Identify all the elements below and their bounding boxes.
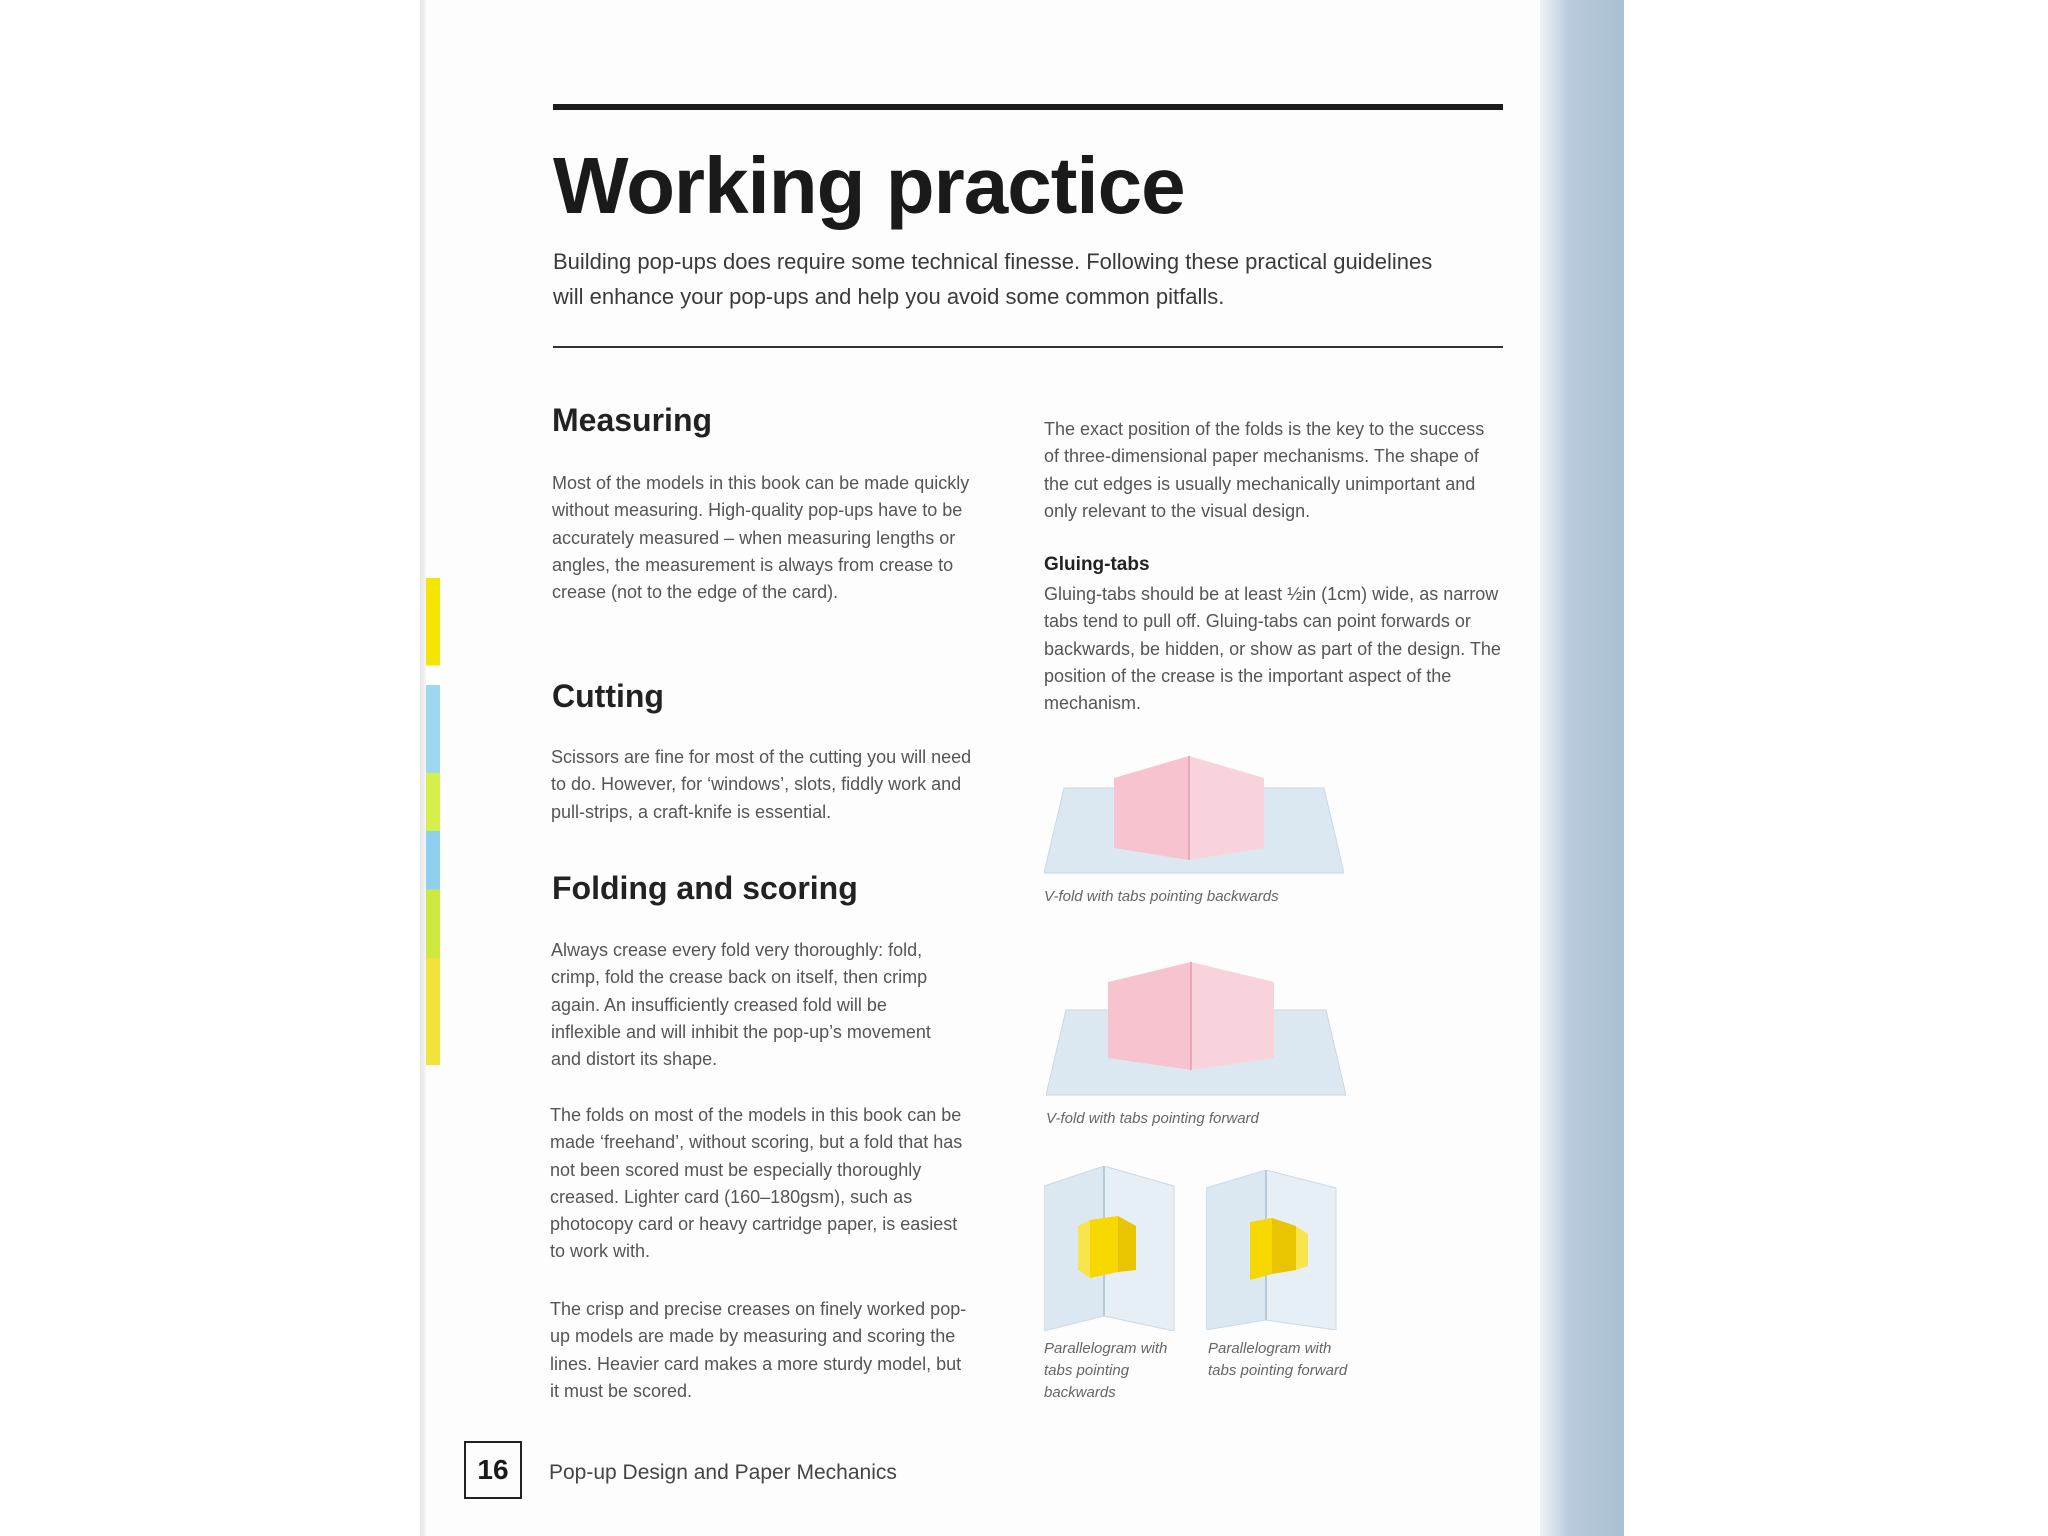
- caption-parallelogram-backwards: Parallelogram with tabs pointing backwards: [1044, 1340, 1168, 1401]
- vfold-backwards-figure: [1044, 748, 1344, 878]
- body-fold-position: The exact position of the folds is the key to the success of three-dimensional paper mechanisms. The shape of the cut edges is usually mechanically unimportant and only relevant to the visual design.: [1044, 419, 1485, 521]
- body-cutting: Scissors are fine for most of the cutting you will need to do. However, for ‘windows’, slots, fiddly work and pull-strips, a craft-knife is essential.: [551, 747, 972, 822]
- intro-text: Building pop-ups does require some technical finesse. Following these practical guidelines will enhance your pop-ups and help you avoid some common pitfalls.: [553, 249, 1433, 309]
- caption-parallelogram-forward: Parallelogram with tabs pointing forward: [1208, 1340, 1348, 1379]
- body-measuring: Most of the models in this book can be made quickly without measuring. High-quality pop-ups have to be accurately measured – when measuring lengths or angles, the measurement is always from crease to crease (not to the edge of the card).: [552, 473, 970, 603]
- header-rule: [553, 104, 1503, 110]
- parallelogram-backwards-figure: [1044, 1166, 1179, 1331]
- vfold-forward-figure: [1046, 960, 1346, 1100]
- heading-folding: Folding and scoring: [552, 870, 858, 906]
- page-number: 16: [464, 1441, 522, 1499]
- body-gluing-tabs: Gluing-tabs should be at least ½in (1cm) wide, as narrow tabs tend to pull off. Gluing-tabs can point forwards or backwards, be hidden, or show as part of the design. The position of the crease is the important aspect of the mechanism.: [1044, 584, 1501, 714]
- body-folding-2: The folds on most of the models in this book can be made ‘freehand’, without scoring, but a fold that has not been scored must be especially thoroughly creased. Lighter card (160–180gsm), such as photocopy card or heavy cartridge paper, is easiest to work with.: [550, 1105, 963, 1262]
- parallelogram-forward-figure: [1206, 1170, 1341, 1330]
- heading-measuring: Measuring: [552, 402, 713, 438]
- color-tab-strip: [426, 578, 440, 1065]
- intro-rule: [553, 346, 1503, 348]
- body-folding-1: Always crease every fold very thoroughly: fold, crimp, fold the crease back on itself, then crimp again. An insufficiently creased fold will be inflexible and will inhibit the pop-up’s movement and distort its shape.: [551, 940, 931, 1070]
- page-title: Working practice: [553, 141, 1185, 230]
- heading-gluing-tabs: Gluing-tabs: [1044, 554, 1150, 575]
- caption-vfold-forward: V-fold with tabs pointing forward: [1046, 1110, 1259, 1127]
- footer-book-title: Pop-up Design and Paper Mechanics: [549, 1461, 897, 1484]
- caption-vfold-backwards: V-fold with tabs pointing backwards: [1044, 888, 1279, 905]
- page-edge: [1540, 0, 1624, 1536]
- heading-cutting: Cutting: [552, 678, 664, 714]
- body-folding-3: The crisp and precise creases on finely worked pop-up models are made by measuring and scoring the lines. Heavier card makes a more sturdy model, but it must be scored.: [550, 1299, 967, 1401]
